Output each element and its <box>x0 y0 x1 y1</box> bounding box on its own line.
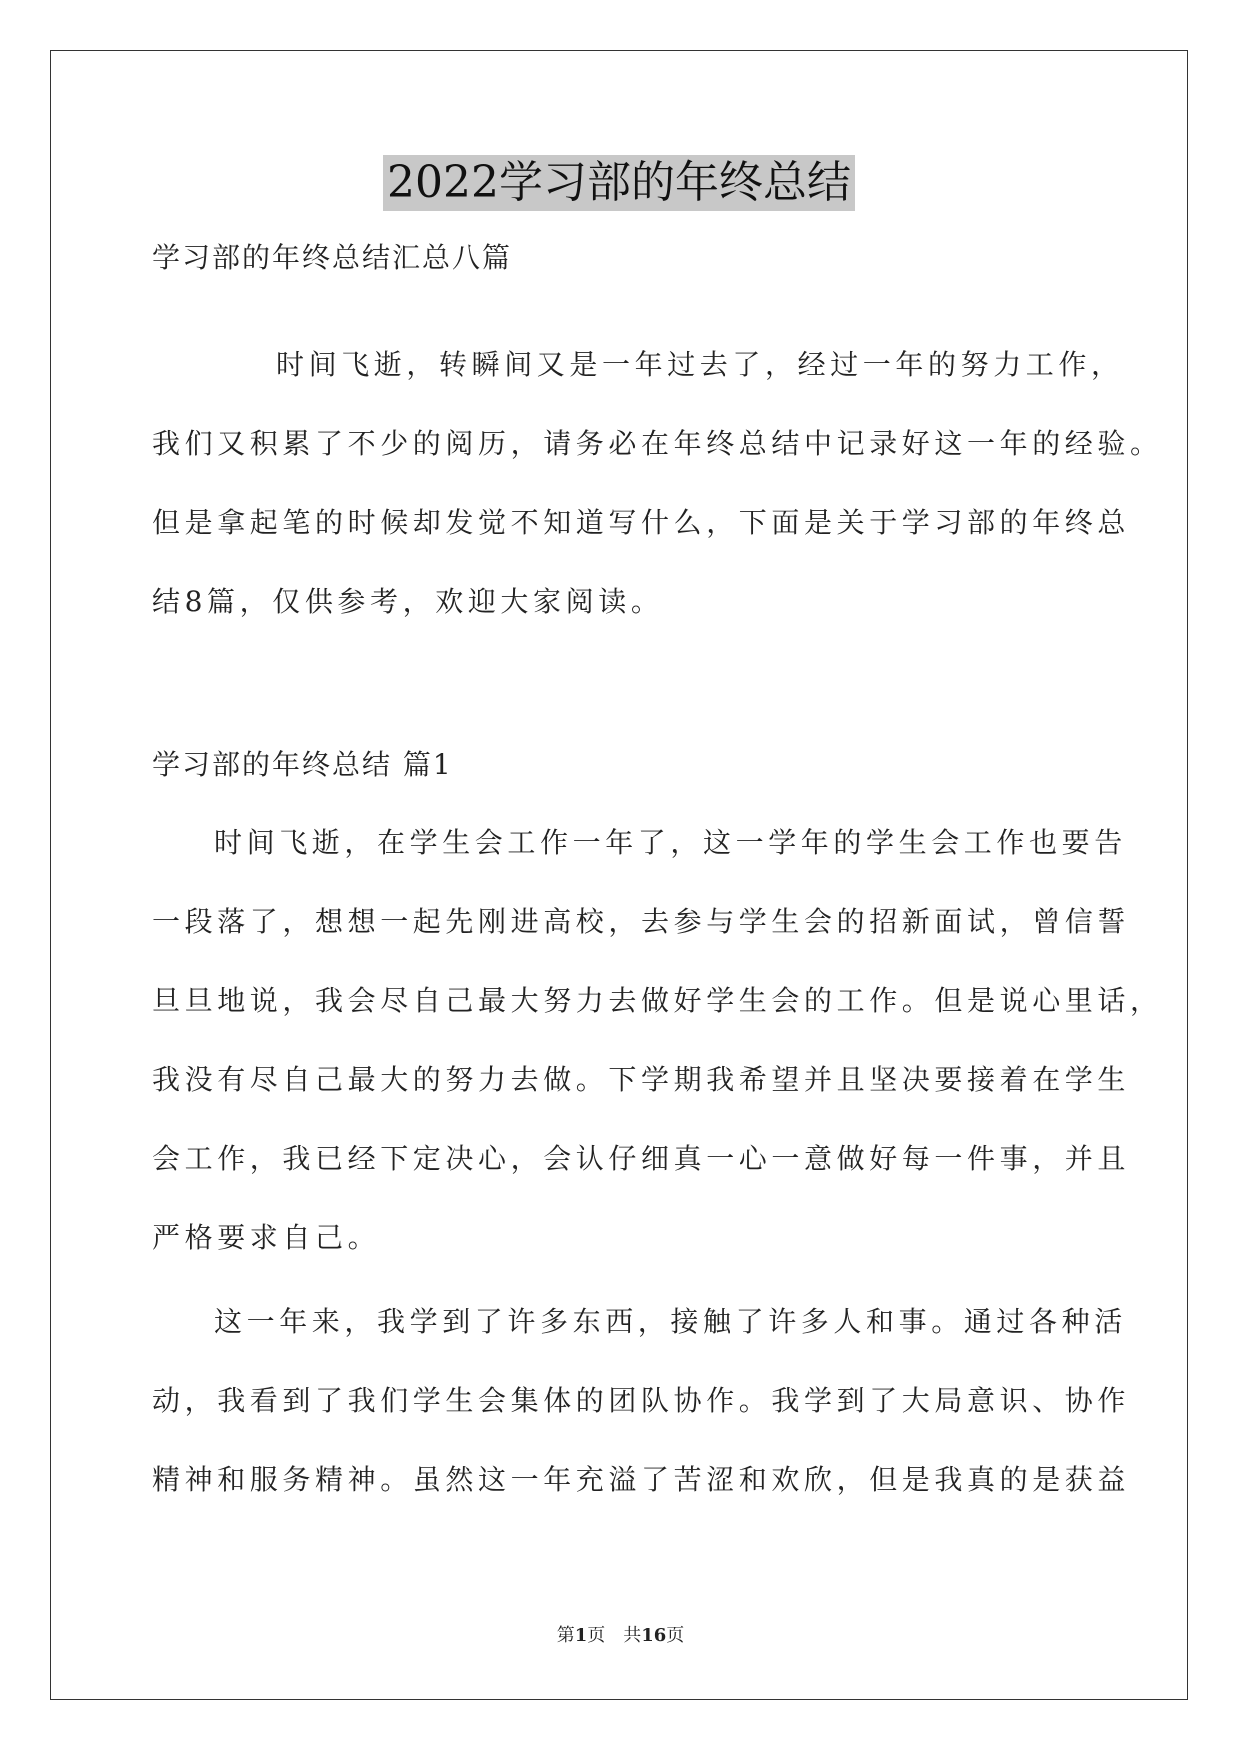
current-page-number: 1 <box>574 1625 588 1646</box>
paragraph-line: 动，我看到了我们学生会集体的团队协作。我学到了大局意识、协作 <box>152 1384 1131 1417</box>
page-prefix: 第 <box>556 1625 575 1646</box>
intro-line: 我们又积累了不少的阅历，请务必在年终总结中记录好这一年的经验。 <box>152 427 1163 460</box>
document-title: 2022学习部的年终总结 <box>383 155 855 211</box>
paragraph-line: 严格要求自己。 <box>152 1221 381 1254</box>
total-pages-number: 16 <box>641 1625 667 1646</box>
paragraph-line: 会工作，我已经下定决心，会认仔细真一心一意做好每一件事，并且 <box>152 1142 1131 1175</box>
section-heading: 学习部的年终总结 篇1 <box>152 748 453 781</box>
paragraph-line: 旦旦地说，我会尽自己最大努力去做好学生会的工作。但是说心里话， <box>152 984 1163 1017</box>
paragraph-line: 时间飞逝，在学生会工作一年了，这一学年的学生会工作也要告 <box>214 826 1127 859</box>
paragraph-line: 精神和服务精神。虽然这一年充溢了苦涩和欢欣，但是我真的是获益 <box>152 1463 1131 1496</box>
page-suffix: 页 <box>666 1625 685 1646</box>
intro-line: 时间飞逝，转瞬间又是一年过去了，经过一年的努力工作， <box>276 348 1124 381</box>
intro-line: 结8篇，仅供参考，欢迎大家阅读。 <box>152 585 664 618</box>
page-mid: 页 共 <box>587 1625 642 1646</box>
page-footer <box>0 1624 1241 1648</box>
intro-line: 但是拿起笔的时候却发觉不知道写什么，下面是关于学习部的年终总 <box>152 506 1131 539</box>
paragraph-line: 我没有尽自己最大的努力去做。下学期我希望并且坚决要接着在学生 <box>152 1063 1131 1096</box>
paragraph-line: 这一年来，我学到了许多东西，接触了许多人和事。通过各种活 <box>214 1305 1127 1338</box>
page-border <box>50 50 1188 1700</box>
document-subtitle: 学习部的年终总结汇总八篇 <box>152 241 513 274</box>
paragraph-line: 一段落了，想想一起先刚进高校，去参与学生会的招新面试，曾信誓 <box>152 905 1131 938</box>
